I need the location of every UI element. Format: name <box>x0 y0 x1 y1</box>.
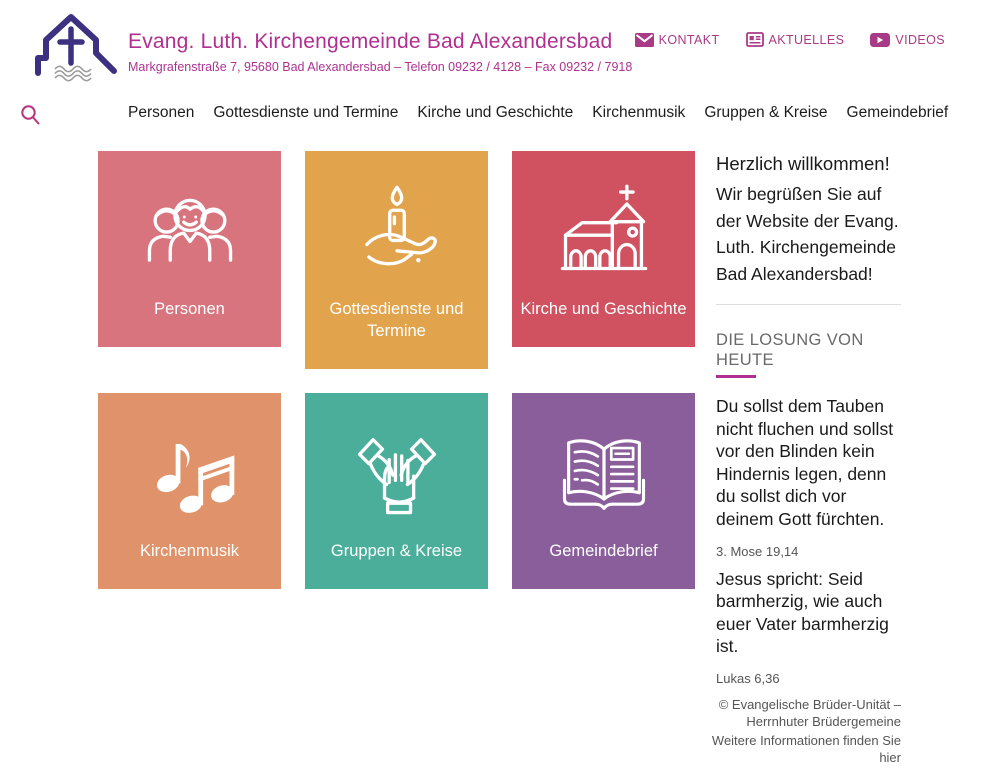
people-icon <box>138 178 242 282</box>
nav-item-gemeindebrief[interactable]: Gemeindebrief <box>846 104 949 121</box>
page-title: Evang. Luth. Kirchengemeinde Bad Alexandersbad <box>128 30 613 53</box>
nav-item-gruppen-kreise[interactable]: Gruppen & Kreise <box>704 104 828 121</box>
tile-personen[interactable] <box>98 151 281 347</box>
nav-item-kirchenmusik[interactable]: Kirchenmusik <box>592 104 686 121</box>
tile-gemeindebrief[interactable] <box>512 393 695 589</box>
welcome-heading: Herzlich willkommen! <box>716 153 890 174</box>
tile-gruppen-kreise[interactable] <box>305 393 488 589</box>
church-icon <box>552 178 656 282</box>
tile-label: Gemeindebrief <box>549 542 658 560</box>
losung-ref-2: Lukas 6,36 <box>716 670 780 686</box>
more-info-text <box>693 732 901 766</box>
tile-label: Kirchenmusik <box>139 542 240 560</box>
header-quick-links <box>635 32 945 47</box>
main-nav <box>128 104 1000 122</box>
news-icon <box>746 32 764 47</box>
videos-label: VIDEOS <box>895 32 945 47</box>
losung-heading: DIE LOSUNG VON HEUTE <box>716 331 864 369</box>
tile-label: Gottesdienste und Termine <box>329 300 464 340</box>
site-header <box>0 0 1000 92</box>
tile-label: Personen <box>154 300 225 318</box>
videos-link[interactable] <box>870 33 945 47</box>
main-navigation-row <box>0 104 1000 128</box>
more-info-label: Weitere Informationen finden Sie <box>711 732 901 748</box>
sidebar-divider <box>716 304 901 305</box>
nav-item-gottesdienste[interactable]: Gottesdienste und Termine <box>213 104 399 121</box>
losung-verse-1: Du sollst dem Tauben nicht fluchen und sollst vor den Blinden kein Hindernis legen, denn du sollst dich vor deinem Gott fürchten. <box>716 396 894 529</box>
aktuelles-label: AKTUELLES <box>768 32 845 47</box>
aktuelles-link[interactable] <box>746 32 845 47</box>
tile-kirche-geschichte[interactable] <box>512 151 695 347</box>
nav-item-kirche-geschichte[interactable]: Kirche und Geschichte <box>417 104 574 121</box>
nav-item-personen[interactable]: Personen <box>128 104 195 121</box>
losung-accent-underline <box>716 375 756 378</box>
candle-hand-icon <box>345 178 449 282</box>
losung-verse-2: Jesus spricht: Seid barmherzig, wie auch euer Vater barmherzig ist. <box>716 568 889 657</box>
losung-footer <box>693 696 901 766</box>
church-logo-icon[interactable] <box>26 10 118 92</box>
site-subtitle: Markgrafenstraße 7, 95680 Bad Alexandersbad – Telefon 09232 / 4128 – Fax 09232 / 7918 <box>128 60 633 74</box>
kontakt-label: KONTAKT <box>658 32 720 47</box>
tile-label: Kirche und Geschichte <box>520 300 687 318</box>
kontakt-link[interactable] <box>635 33 720 47</box>
open-book-icon <box>552 420 656 524</box>
copyright-text: © Evangelische Brüder-Unität – Herrnhuter Brüdergemeine <box>718 696 901 729</box>
main-content <box>0 151 1000 768</box>
losung-ref-1: 3. Mose 19,14 <box>716 543 799 559</box>
tile-grid <box>98 151 695 589</box>
tile-gottesdienste[interactable] <box>305 151 488 369</box>
mail-icon <box>635 33 654 47</box>
music-notes-icon <box>138 420 242 524</box>
video-icon <box>870 33 890 47</box>
tile-kirchenmusik[interactable] <box>98 393 281 589</box>
sidebar <box>711 151 901 768</box>
search-icon[interactable] <box>20 104 41 126</box>
welcome-text: Wir begrüßen Sie auf der Website der Evang. Luth. Kirchengemeinde Bad Alexandersbad! <box>716 184 899 284</box>
hands-icon <box>345 420 449 524</box>
tile-label: Gruppen & Kreise <box>330 542 463 560</box>
more-info-link[interactable]: hier <box>879 749 901 765</box>
